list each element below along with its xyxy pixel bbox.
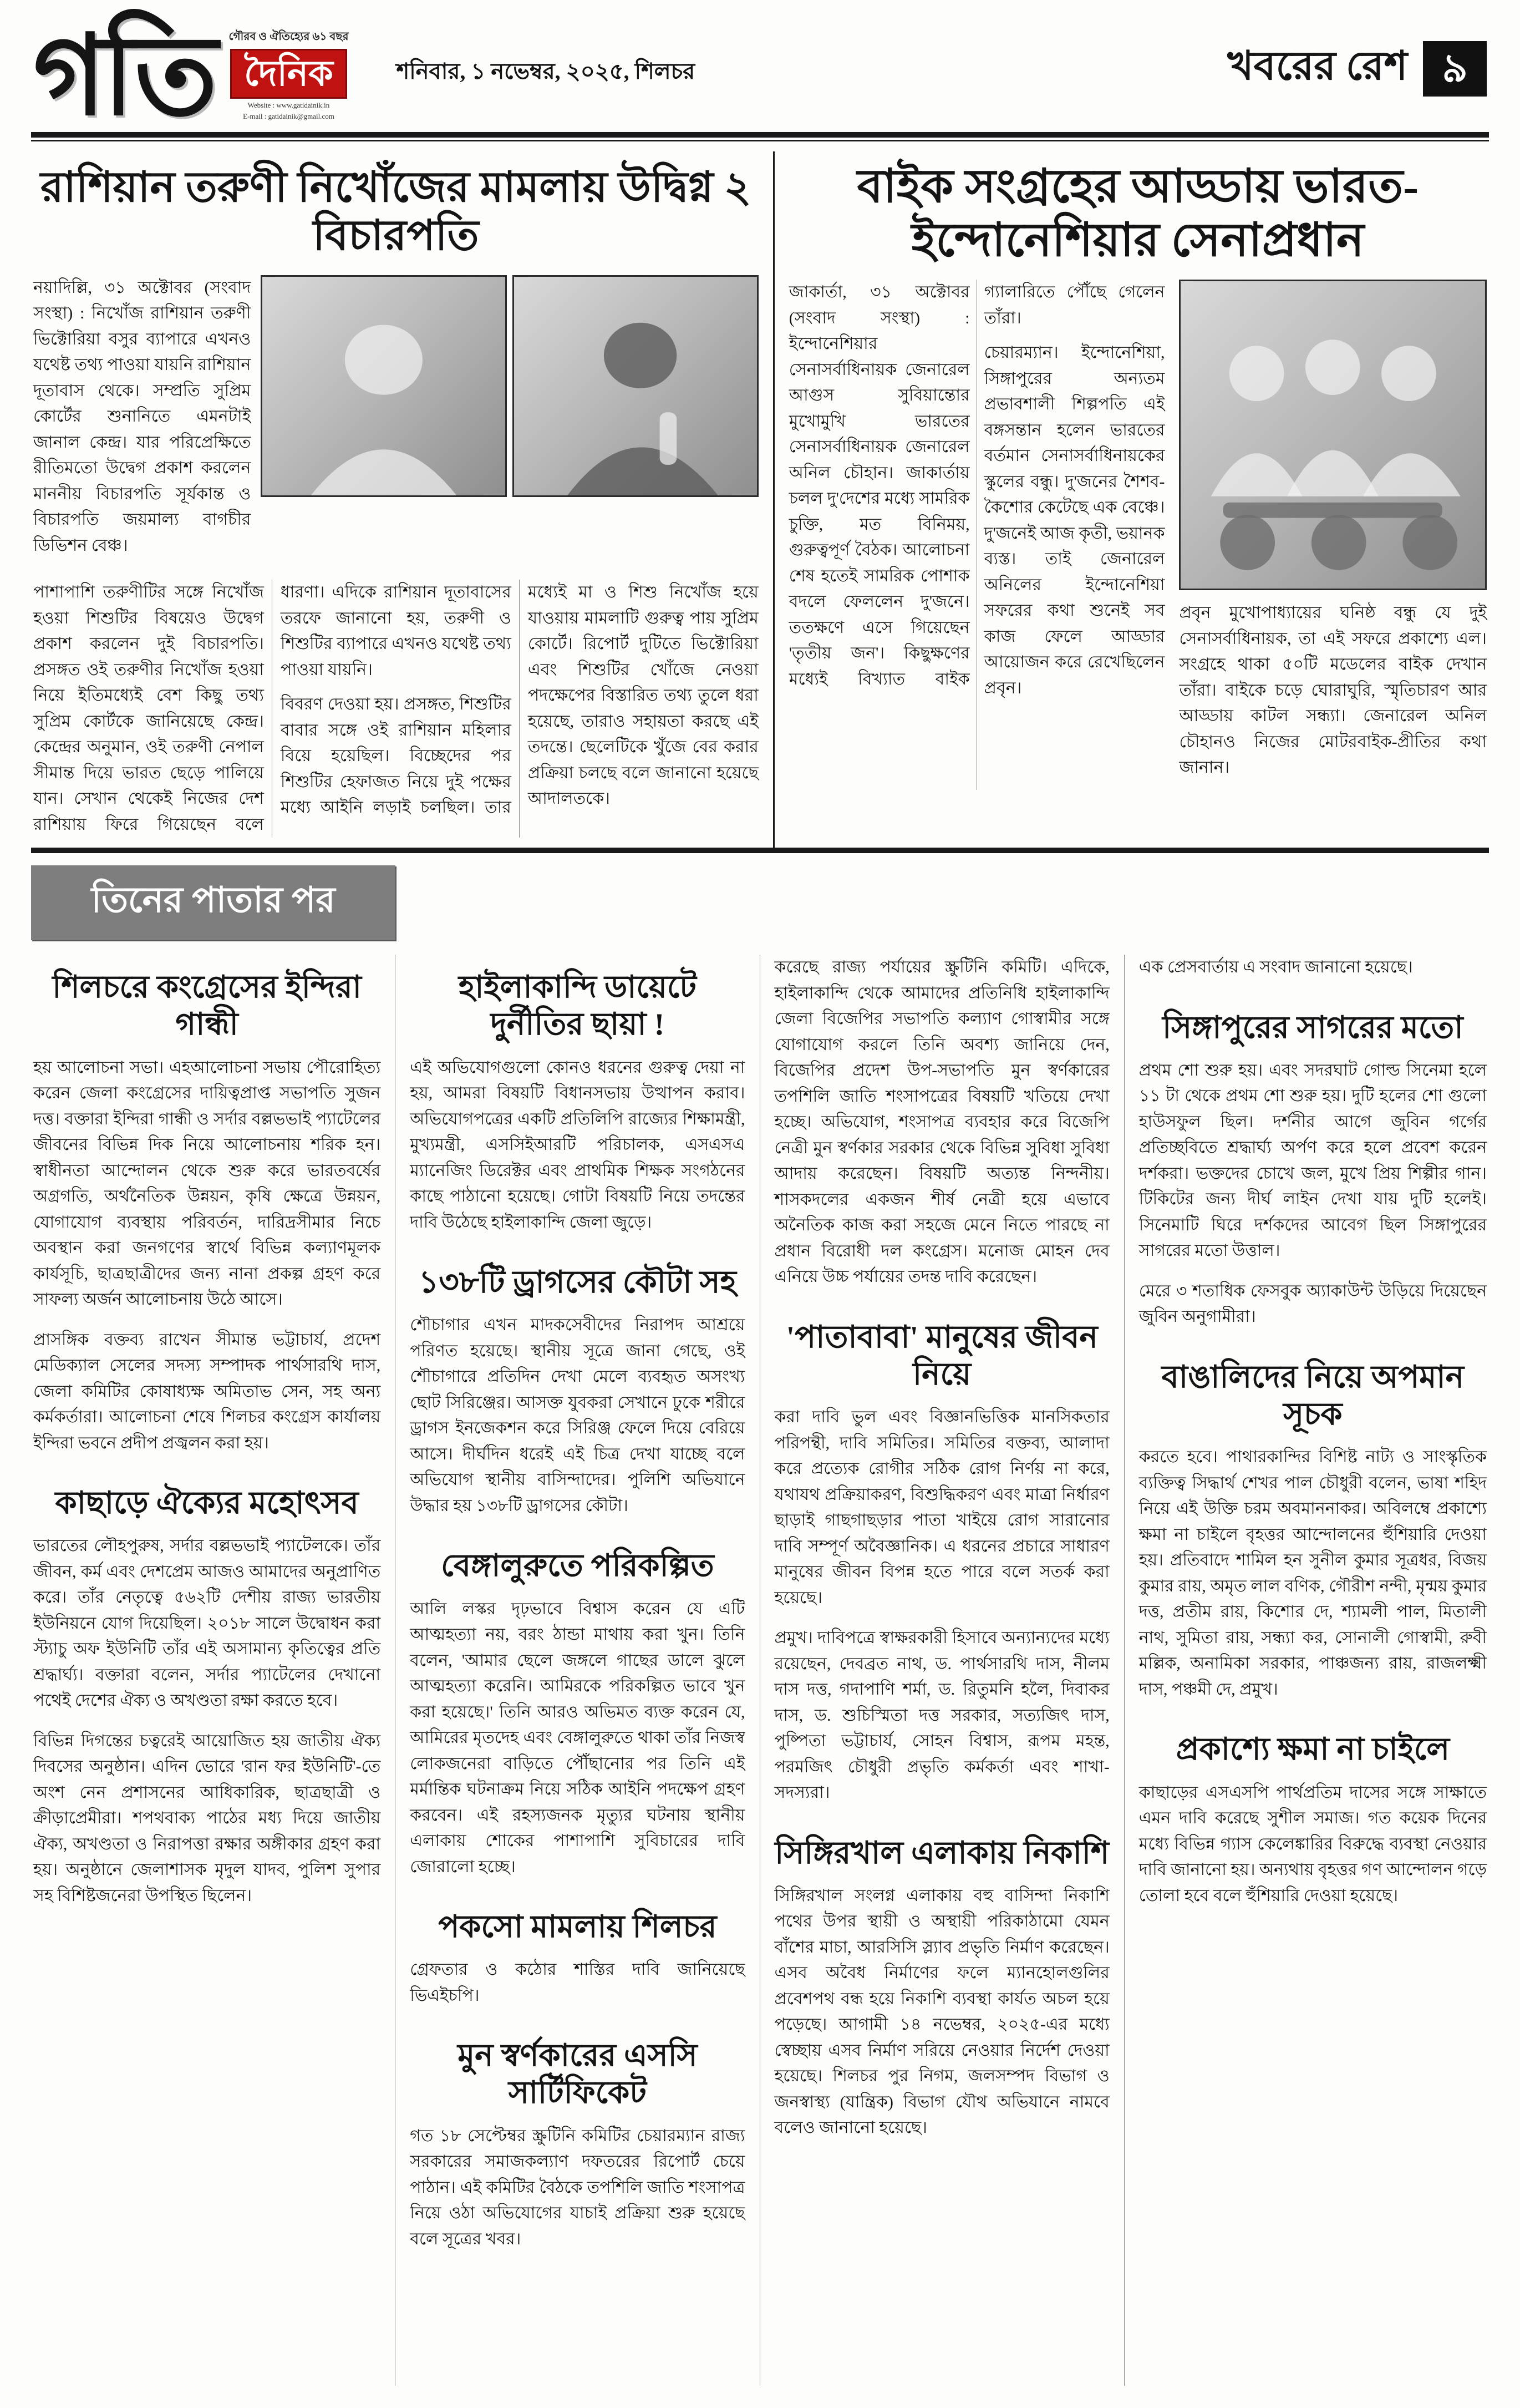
photo-victoria-portrait [261, 275, 507, 497]
article-text: বিভিন্ন দিগন্তের চত্বরেই আয়োজিত হয় জাতীয় ঐক্য দিবসের অনুষ্ঠান। এদিন ভোরে 'রান ফর ইউনিটি'-তে অংশ নেন প্রশাসনের আধিকারিক, ছাত্রছাত্রী ও ক্রীড়াপ্রেমীরা। শপথবাক্য পাঠের মধ্য দিয়ে জাতীয় ঐক্য, অখণ্ডতা ও নিরাপত্তা রক্ষার অঙ্গীকার গ্রহণ করা হয়। অনুষ্ঠানে জেলাশাসক মৃদুল যাদব, পুলিশ সুপার সহ বিশিষ্টজনেরা উপস্থিত ছিলেন। [33, 1731, 381, 1905]
subheadline: পকসো মামলায় শিলচর [438, 1910, 717, 1945]
article-text: করা দাবি ভুল এবং বিজ্ঞানভিত্তিক মানসিকতার পরিপন্থী, দাবি সমিতির। সমিতির বক্তব্য, আলাদা করে প্রত্যেক রোগীর সঠিক রোগ নির্ণয় না করে, যথাযথ প্রক্রিয়াকরণ, বিশুদ্ধিকরণ এবং মাত্রা নির্ধারণ ছাড়াই গাছগাছড়ার পাতা খাইয়ে রোগ সারানোর দাবি সম্পূর্ণ অবৈজ্ঞানিক। এ ধরনের প্রচারে সাধারণ মানুষের জীবন বিপন্ন হতে পারে বলে সতর্ক করা হয়েছে। [774, 1408, 1110, 1607]
subheadline: প্রকাশ্যে ক্ষমা না চাইলে [1176, 1732, 1450, 1767]
dateline: শনিবার, ১ নভেম্বর, ২০২৫, শিলচর [396, 59, 695, 84]
subheadline: ১৩৮টি ড্রাগসের কৌটা সহ [418, 1265, 736, 1300]
article-text: বিবরণ দেওয়া হয়। প্রসঙ্গত, শিশুটির বাবার সঙ্গে ওই রাশিয়ান মহিলার বিয়ে হয়েছিল। বিচ্ছেদের পর শিশুটির হেফাজত নিয়ে দুই পক্ষের মধ্যে আইনি লড়াই চলছিল। তার মধ্যেই মা ও শিশু নিখোঁজ হয়ে যাওয়ায় মামলাটি গুরুত্ব পায় সুপ্রিম কোর্টে। রিপোর্ট দুটিতে ভিক্টোরিয়া এবং শিশুটির খোঁজে নেওয়া পদক্ষেপের বিস্তারিত তথ্য তুলে ধরা হয়েছে, তারাও সহায়তা করছে এই তদন্তে। ছেলেটিকে খুঁজে বের করার প্রক্রিয়া চলছে বলে জানানো হয়েছে আদালতকে। [280, 583, 759, 817]
email-line: E-mail : gatidainik@gmail.com [243, 112, 334, 120]
headline-line-2: ইন্দোনেশিয়ার সেনাপ্রধান [911, 214, 1364, 266]
article-text: প্রবৃন মুখোপাধ্যায়ের ঘনিষ্ঠ বন্ধু যে দুই সেনাসর্বাধিনায়ক, তা এই সফরে প্রকাশ্যে এল। সংগ্রহে থাকা ৫০টি মডেলের বাইক দেখান তাঁরা। বাইকে চড়ে ঘোরাঘুরি, স্মৃতিচারণ আর আড্ডায় কাটল সন্ধ্যা। জেনারেল অনিল চৌহানও নিজের মোটরবাইক-প্রীতির কথা জানান। [1179, 604, 1487, 777]
article-text: গত ১৮ সেপ্টেম্বর স্ক্রুটিনি কমিটির চেয়ারম্যান রাজ্য সরকারের সমাজকল্যাণ দফতরের রিপোর্ট চেয়ে পাঠান। এই কমিটির বৈঠকে তপশিলি জাতি শংসাপত্র নিয়ে ওঠা অভিযোগের যাচাই প্রক্রিয়া শুরু হয়েছে বলে সূত্রের খবর। [410, 2126, 745, 2248]
article-text: সিঙ্গিরখাল সংলগ্ন এলাকায় বহু বাসিন্দা নিকাশি পথের উপর স্থায়ী ও অস্থায়ী পরিকাঠামো যেমন বাঁশের মাচা, আরসিসি স্ল্যাব প্রভৃতি নির্মাণ করেছেন। এসব অবৈধ নির্মাণের ফলে ম্যানহোলগুলির প্রবেশপথ বন্ধ হয়ে নিকাশি ব্যবস্থা কার্যত অচল হয়ে পড়েছে। আগামী ১৪ নভেম্বর, ২০২৫-এর মধ্যে স্বেচ্ছায় এসব নির্মাণ সরিয়ে নেওয়ার নির্দেশ দেওয়া হয়েছে। শিলচর পুর নিগম, জলসম্পদ বিভাগ ও জনস্বাস্থ্য (যান্ত্রিক) বিভাগ যৌথ অভিযানে নামবে বলেও জানানো হয়েছে। [774, 1886, 1110, 2137]
news-column [1125, 955, 1489, 2386]
main-headline-right [789, 157, 1487, 280]
article-text: জাকার্তা, ৩১ অক্টোবর (সংবাদ সংস্থা) : ইন্দোনেশিয়ার সেনাসর্বাধিনায়ক জেনারেল আগুস সুবিয়ান্তোর মুখোমুখি ভারতের সেনাসর্বাধিনায়ক জেনারেল অনিল চৌহান। জাকার্তায় চলল দু'দেশের মধ্যে সামরিক চুক্তি, মত বিনিময়, গুরুত্বপূর্ণ বৈঠক। আলোচনা শেষ হতেই সামরিক পোশাক বদলে ফেললেন দু'জনে। ততক্ষণে এসে গিয়েছেন 'তৃতীয় জন'। কিছুক্ষণের মধ্যেই বিখ্যাত বাইক গ্যালারিতে পৌঁছে গেলেন তাঁরা। [789, 283, 1165, 688]
brand-badge: দৈনিক [230, 49, 347, 99]
continued-columns-grid [31, 955, 1489, 2386]
top-stories [31, 151, 1489, 853]
article-text: প্রমুখ। দাবিপত্রে স্বাক্ষরকারী হিসাবে অন্যান্যদের মধ্যে রয়েছেন, দেবব্রত নাথ, ড. পার্থসারথি দাস, নীলম দাস দত্ত, গদাপাণি শর্মা, ড. রিতুমনি হলৈ, দিবাকর দাস, ড. শুচিস্মিতা দত্ত সরকার, সত্যজিৎ দাস, পুষ্পিতা ভট্টাচার্য, সোহন বিশ্বাস, রূপম মহন্ত, পরমজিৎ চৌধুরী প্রভৃতি কর্মকর্তা এবং শাখা-সদস্যরা। [774, 1629, 1110, 1802]
subheadline: মুন স্বর্ণকারের এসসি সার্টিফিকেট [457, 2039, 698, 2111]
article-text: হয় আলোচনা সভা। এহআলোচনা সভায় পৌরোহিত্য করেন জেলা কংগ্রেসের দায়িত্বপ্রাপ্ত সভাপতি সুজন দত্ত। বক্তারা ইন্দিরা গান্ধী ও সর্দার বল্লভভাই প্যাটেলের জীবনের বিভিন্ন দিক নিয়ে আলোচনায় শরিক হন। স্বাধীনতা আন্দোলন থেকে শুরু করে ভারতবর্ষের অগ্রগতি, অর্থনৈতিক উন্নয়ন, কৃষি ক্ষেত্রে উন্নয়ন, যোগাযোগ ব্যবস্থায় পরিবর্তন, দারিদ্রসীমার নিচে অবস্থান করা জনগণের স্বার্থে বিভিন্ন কল্যাণমূলক কার্যসূচি, ছাত্রছাত্রীদের জন্য নানা প্রকল্প গ্রহণ করে সাফল্য অর্জন আলোচনায় উঠে আসে। [33, 1058, 381, 1309]
newspaper-logo: গতি [33, 16, 215, 138]
article-text: এই অভিযোগগুলো কোনও ধরনের গুরুত্ব দেয়া না হয়, আমরা বিষয়টি বিধানসভায় উত্থাপন করাব। অভিযোগপত্রের একটি প্রতিলিপি রাজ্যের শিক্ষামন্ত্রী, মুখ্যমন্ত্রী, এসসিইআরটি পরিচালক, এসএসএ ম্যানেজিং ডিরেক্টর এবং প্রাথমিক শিক্ষক সংগঠনের কাছে পাঠানো হয়েছে। গোটা বিষয়টি নিয়ে তদন্তের দাবি উঠেছে হাইলাকান্দি জেলা জুড়ে। [410, 1058, 745, 1231]
article-text: নয়াদিল্লি, ৩১ অক্টোবর (সংবাদ সংস্থা) : নিখোঁজ রাশিয়ান তরুণী ভিক্টোরিয়া বসুর ব্যাপারে এখনও যথেষ্ট তথ্য পাওয়া যায়নি রাশিয়ান দূতাবাস থেকে। সম্প্রতি সুপ্রিম কোর্টের শুনানিতে এমনটাই জানাল কেন্দ্র। যার পরিপ্রেক্ষিতে রীতিমতো উদ্বেগ প্রকাশ করলেন মাননীয় বিচারপতি সূর্যকান্ত ও বিচারপতি জয়মাল্য বাগচীর ডিভিশন বেঞ্চ। [33, 278, 251, 555]
article-text: মেরে ৩ শতাধিক ফেসবুক অ্যাকাউন্ট উড়িয়ে দিয়েছেন জুবিন অনুগামীরা। [1138, 1281, 1487, 1326]
article-russian-woman-missing [31, 151, 775, 848]
brand-stack [228, 28, 348, 124]
article-text: প্রাসঙ্গিক বক্তব্য রাখেন সীমান্ত ভট্টাচার্য, প্রদেশ মেডিক্যাল সেলের সদস্য সম্পাদক পার্থসারথি দাস, জেলা কমিটির কোষাধ্যক্ষ অমিতাভ সেন, সহ অন্য কর্মকর্তারা। আলোচনা শেষে শিলচর কংগ্রেস কার্যালয় ইন্দিরা ভবনে প্রদীপ প্রজ্বলন করা হয়। [33, 1330, 381, 1452]
article-text: পাশাপাশি তরুণীটির সঙ্গে নিখোঁজ হওয়া শিশুটির বিষয়েও উদ্বেগ প্রকাশ করলেন দুই বিচারপতি। প্রসঙ্গত ওই তরুণীর নিখোঁজ হওয়া নিয়ে ইতিমধ্যেই বেশ কিছু তথ্য সুপ্রিম কোর্টকে জানিয়েছে কেন্দ্র। কেন্দ্রের অনুমান, ওই তরুণী নেপাল সীমান্ত দিয়ে ভারত ছেড়ে পালিয়ে যান। সেখান থেকেই নিজের দেশ রাশিয়ায় ফিরে গিয়েছেন বলে ধারণা। এদিকে রাশিয়ান দূতাবাসের তরফে জানানো হয়, তরুণী ও শিশুটির ব্যাপারে এখনও যথেষ্ট তথ্য পাওয়া যায়নি। [33, 583, 511, 834]
subheadline: কাছাড়ে ঐক্যের মহোৎসব [55, 1486, 359, 1521]
subheadline: সিঙ্গিরখাল এলাকায় নিকাশি [775, 1836, 1109, 1870]
section-title: খবরের রেশ [1227, 44, 1408, 88]
subheadline: 'পাতাবাবা' মানুষের জীবন নিয়ে [786, 1320, 1098, 1392]
article-text: চেয়ারম্যান। ইন্দোনেশিয়া, সিঙ্গাপুরের অন্যতম প্রভাবশালী শিল্পপতি এই বঙ্গসন্তান হলেন ভারতের বর্তমান সেনাসর্বাধিনায়কের স্কুলের বন্ধু। দু'জনের শৈশব-কৈশোর কেটেছে এক বেঞ্চে। দু'জনেই আজ কৃতী, ভয়ানক ব্যস্ত। তাই জেনারেল অনিলের ইন্দোনেশিয়া সফরের কথা শুনেই সব কাজ ফেলে আড্ডার আয়োজন করে রেখেছিলেন প্রবৃন। [984, 343, 1165, 697]
subheadline: শিলচরে কংগ্রেসের ইন্দিরা গান্ধী [52, 970, 362, 1042]
article-text: গ্রেফতার ও কঠোর শাস্তির দাবি জানিয়েছে ভিএইচপি। [410, 1960, 745, 2005]
article-text: করতে হবে। পাথারকান্দির বিশিষ্ট নাট্য ও সাংস্কৃতিক ব্যক্তিত্ব সিদ্ধার্থ শেখর পাল চৌধুরী বলেন, ভাষা শহিদ নিয়ে এই উক্তি চরম অবমাননাকর। অবিলম্বে প্রকাশ্যে ক্ষমা না চাইলে বৃহত্তর আন্দোলনের হুঁশিয়ারি দেওয়া হয়। প্রতিবাদে শামিল হন সুনীল কুমার সূত্রধর, বিজয় কুমার রায়, অমৃত লাল বণিক, গৌরীশ নন্দী, মৃন্ময় কুমার দত্ত, প্রতীম রায়, কিশোর দে, শ্যামলী পাল, মিতালী নাথ, সুমিতা রায়, সন্ধ্যা কর, সোনালী গোস্বামী, রুবী মল্লিক, অনামিকা সরকার, পাঞ্চজন্য রায়, রাজলক্ষ্মী দাস, পঞ্চমী দে, প্রমুখ। [1138, 1448, 1487, 1699]
subheadline: বেঙ্গালুরুতে পরিকল্পিত [441, 1549, 714, 1584]
group-bikes-silhouette-icon [1181, 281, 1485, 589]
masthead-rule-thin [31, 140, 1489, 141]
masthead-rule-thick [31, 132, 1489, 138]
article-text: আলি লস্কর দৃঢ়ভাবে বিশ্বাস করেন যে এটি আত্মহত্যা নয়, বরং ঠান্ডা মাথায় করা খুন। তিনি বলেন, 'আমার ছেলে জঙ্গলে গাছের ডালে ঝুলে আত্মহত্যা করেনি। আমিরকে পরিকল্পিত ভাবে খুন করা হয়েছে।' তিনি আরও অভিমত ব্যক্ত করেন যে, আমিরের মৃতদেহ এবং বেঙ্গালুরুতে থাকা তাঁর নিজস্ব লোকজনেরা বাড়িতে পৌঁছানোর পর তিনি এই মর্মান্তিক ঘটনাক্রম নিয়ে সঠিক আইনি পদক্ষেপ গ্রহণ করবেন। এই রহস্যজনক মৃত্যুর ঘটনায় স্থানীয় এলাকায় শোকের পাশাপাশি সুবিচারের দাবি জোরালো হচ্ছে। [410, 1599, 745, 1876]
photo-official-with-mic [512, 275, 759, 497]
article-army-chiefs-bike-adda [775, 151, 1489, 848]
subheadline: হাইলাকান্দি ডায়েটে দুর্নীতির ছায়া ! [458, 970, 697, 1042]
website-line: Website : www.gatidainik.in [247, 101, 330, 109]
headline-line-1: বাইক সংগ্রহের আড্ডায় ভারত- [857, 161, 1419, 212]
news-column [760, 955, 1125, 2386]
continued-band-label: তিনের পাতার পর [31, 865, 395, 940]
brand-tagline: গৌরব ও ঐতিহ্যের ৬১ বছর [228, 31, 349, 43]
article-text: এক প্রেসবার্তায় এ সংবাদ জানানো হয়েছে। [1138, 958, 1413, 977]
news-column [395, 955, 760, 2386]
subheadline: সিঙ্গাপুরের সাগরের মতো [1162, 1010, 1463, 1045]
main-headline-left: রাশিয়ান তরুণী নিখোঁজের মামলায় উদ্বিগ্ন ২ বিচারপতি [40, 164, 751, 260]
article-text: শৌচাগার এখন মাদকসেবীদের নিরাপদ আশ্রয়ে পরিণত হয়েছে। স্থানীয় সূত্রে জানা গেছে, ওই শৌচাগারে প্রতিদিন দেখা মেলে ব্যবহৃত অসংখ্য ছোট সিরিঞ্জের। আসক্ত যুবকরা সেখানে ঢুকে শরীরে ড্রাগস ইনজেকশন করে সিরিঞ্জ ফেলে দিয়ে বেরিয়ে আসে। দীর্ঘদিন ধরেই এই চিত্র দেখা যাচ্ছে বলে অভিযোগ স্থানীয় বাসিন্দাদের। পুলিশি অভিযানে উদ্ধার হয় ১৩৮টি ড্রাগসের কৌটা। [410, 1316, 745, 1515]
article-text: ভারতের লৌহপুরুষ, সর্দার বল্লভভাই প্যাটেলকে। তাঁর জীবন, কর্ম এবং দেশপ্রেম আজও আমাদের অনুপ্রাণিত করে। তাঁর নেতৃত্বে ৫৬২টি দেশীয় রাজ্য ভারতীয় ইউনিয়নে যোগ দিয়েছিল। ২০১৮ সালে উদ্বোধন করা স্ট্যাচু অফ ইউনিটি তাঁর এই অসামান্য কৃতিত্বের প্রতি শ্রদ্ধার্ঘ্য। বক্তারা বলেন, সর্দার প্যাটেলের দেখানো পথেই দেশের ঐক্য ও অখণ্ডতা রক্ষা করতে হবে। [33, 1537, 381, 1710]
subheadline: বাঙালিদের নিয়ে অপমান সূচক [1161, 1360, 1465, 1432]
photo-bike-gallery-group [1179, 280, 1487, 590]
continued-from-page-three [31, 865, 1489, 2386]
person-silhouette-icon [262, 277, 505, 495]
article-text: করেছে রাজ্য পর্যায়ের স্ক্রুটিনি কমিটি। এদিকে, হাইলাকান্দি থেকে আমাদের প্রতিনিধি হাইলাকান্দি জেলা বিজেপির সভাপতি কল্যাণ গোস্বামীর সঙ্গে যোগাযোগ করলে তিনি অবশ্য জানিয়ে দেন, বিজেপির প্রদেশ উপ-সভাপতি মুন স্বর্ণকারের তপশিলি জাতি শংসাপত্রের বিষয়টি খতিয়ে দেখা হচ্ছে। অভিযোগ, শংসাপত্র ব্যবহার করে বিজেপি নেত্রী মুন স্বর্ণকার সরকার থেকে বিভিন্ন সুবিধা সুবিধা আদায় করেছেন। বিষয়টি অত্যন্ত নিন্দনীয়। শাসকদলের একজন শীর্ষ নেত্রী হয়ে এভাবে অনৈতিক কাজ করা সহজে মেনে নিতে পারছে না প্রধান বিরোধী দল কংগ্রেস। মনোজ মোহন দেব এনিয়ে উচ্চ পর্যায়ের তদন্ত দাবি করেছেন। [774, 958, 1110, 1286]
page-number-badge: ৯ [1423, 41, 1487, 96]
person-silhouette-icon [514, 277, 757, 495]
masthead [31, 10, 1489, 138]
news-column [31, 955, 395, 2386]
article-text: কাছাড়ের এসএসপি পার্থপ্রতিম দাসের সঙ্গে সাক্ষাতে এমন দাবি করেছে সুশীল সমাজ। গত কয়েক দিনের মধ্যে বিভিন্ন গ্যাস কেলেঙ্কারির বিরুদ্ধে ব্যবস্থা নেওয়ার দাবি জানানো হয়। অন্যথায় বৃহত্তর গণ আন্দোলন গড়ে তোলা হবে বলে হুঁশিয়ারি দেওয়া হয়েছে। [1138, 1783, 1487, 1905]
article-text: প্রথম শো শুরু হয়। এবং সদরঘাট গোল্ড সিনেমা হলে ১১ টা থেকে প্রথম শো শুরু হয়। দুটি হলের শো গুলো হাউসফুল ছিল। দর্শনীর আগে জুবিন গর্গের প্রতিচ্ছবিতে শ্রদ্ধার্ঘ্য অর্পণ করে হলে প্রবেশ করেন দর্শকরা। ভক্তদের চোখে জল, মুখে প্রিয় শিল্পীর গান। টিকিটের জন্য দীর্ঘ লাইন দেখা যায় দুটি হলেই। সিনেমাটি ঘিরে দর্শকদের আবেগ ছিল সিঙ্গাপুরের সাগরের মতো উত্তাল। [1138, 1061, 1487, 1260]
